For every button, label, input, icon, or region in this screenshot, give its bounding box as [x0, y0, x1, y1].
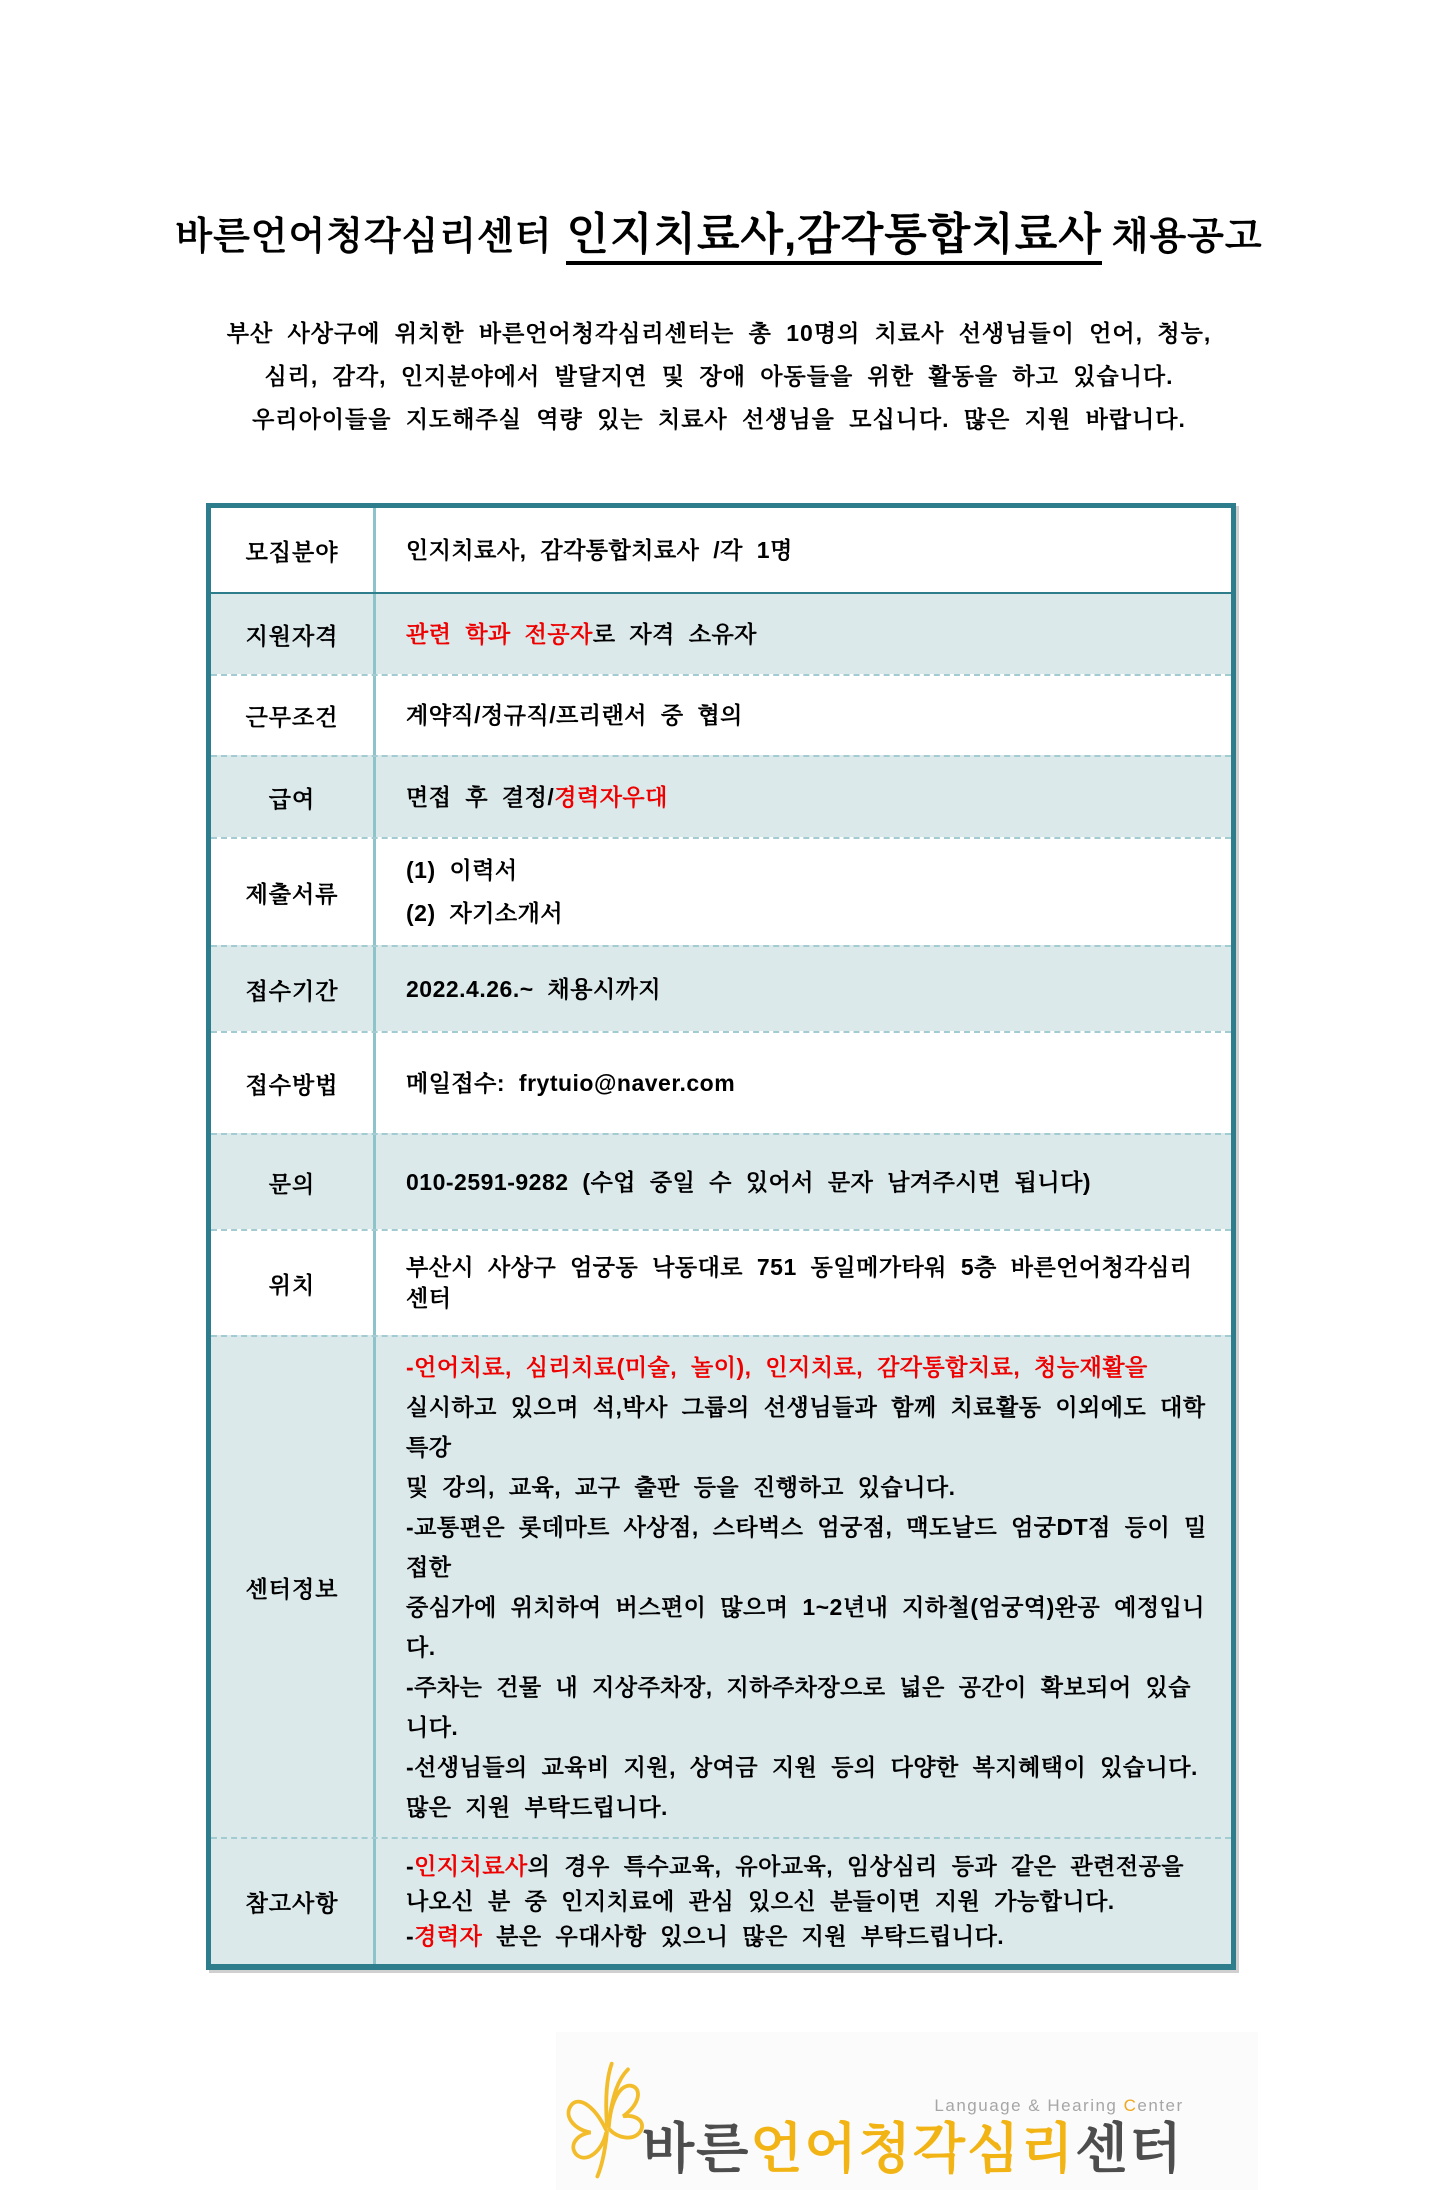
intro-line: 심리, 감각, 인지분야에서 발달지연 및 장애 아동들을 위한 활동을 하고 있습니다. [264, 363, 1174, 389]
value-line [406, 535, 1213, 566]
text-segment: (1) 이력서 [406, 857, 518, 883]
value-line [406, 1919, 1213, 1954]
row-value [373, 508, 1231, 592]
text-segment: 센터 [1075, 2119, 1184, 2179]
value-line [406, 1467, 1213, 1507]
text-segment: 바른 [642, 2119, 751, 2179]
text-segment: 관련 학과 전공자 [406, 620, 593, 647]
row-label: 근무조건 [245, 704, 339, 730]
value-line [406, 1167, 1213, 1198]
table-row [211, 1837, 1231, 1964]
table-row [211, 1031, 1231, 1133]
row-label: 지원자격 [245, 622, 339, 649]
row-label: 제출서류 [245, 880, 339, 907]
text-segment: 계약직/정규직/프리랜서 중 협의 [406, 702, 743, 728]
text-segment: 및 강의, 교육, 교구 출판 등을 진행하고 있습니다. [406, 1474, 956, 1500]
value-line [406, 1849, 1213, 1884]
intro-line: 우리아이들을 지도해주실 역량 있는 치료사 선생님을 모십니다. 많은 지원 바랍니다. [252, 406, 1186, 432]
text-segment: 실시하고 있으며 석,박사 그룹의 선생님들과 함께 치료활동 이외에도 대학 특강 [406, 1394, 1206, 1460]
value-line [406, 974, 1213, 1005]
text-segment: 경력자 [414, 1923, 483, 1949]
text-segment: C [1123, 2096, 1138, 2115]
text-segment: - [406, 1853, 415, 1879]
table-row [211, 837, 1231, 945]
intro-paragraph [0, 312, 1438, 441]
text-segment: -언어치료, 심리치료(미술, 놀이), 인지치료, 감각통합치료, 청능재활을 [406, 1354, 1148, 1380]
logo-wordmark [642, 2120, 1184, 2178]
value-line [406, 1252, 1213, 1314]
text-segment: -선생님들의 교육비 지원, 상여금 지원 등의 다양한 복지혜택이 있습니다. [406, 1754, 1198, 1780]
logo [556, 2032, 1258, 2190]
info-table [206, 503, 1236, 1970]
value-line [406, 700, 1213, 731]
text-segment: 2022.4.26.~ 채용시까지 [406, 975, 662, 1002]
text-segment: 의 경우 특수교육, 유아교육, 임상심리 등과 같은 관련전공을 [527, 1853, 1185, 1879]
text-segment: 언어청각심리 [750, 2119, 1076, 2179]
row-value [373, 1839, 1231, 1964]
table-row [211, 592, 1231, 674]
value-line [406, 619, 1213, 650]
row-label: 접수방법 [245, 1071, 339, 1098]
text-segment: -주차는 건물 내 지상주차장, 지하주차장으로 넓은 공간이 확보되어 있습니다. [406, 1674, 1191, 1740]
text-segment: 중심가에 위치하여 버스편이 많으며 1~2년내 지하철(엄궁역)완공 예정입니다. [406, 1594, 1205, 1660]
row-value [373, 1231, 1231, 1335]
text-segment: 인지치료사 [414, 1853, 528, 1879]
row-value [373, 1135, 1231, 1229]
value-line [406, 1667, 1213, 1747]
row-value [373, 676, 1231, 755]
value-line [406, 782, 1213, 813]
text-segment: - [406, 1923, 415, 1949]
row-value [373, 757, 1231, 837]
text-segment: 경력자우대 [554, 783, 668, 810]
text-segment: enter [1137, 2096, 1184, 2115]
logo-tagline [934, 2096, 1183, 2116]
text-segment: 많은 지원 부탁드립니다. [406, 1794, 668, 1820]
table-row [211, 1335, 1231, 1837]
value-line [406, 849, 1213, 892]
logo-text [642, 2096, 1184, 2186]
text-segment: 나오신 분 중 인지치료에 관심 있으신 분들이면 지원 가능합니다. [406, 1888, 1115, 1914]
table-row [211, 508, 1231, 592]
title-prefix: 바른언어청각심리센터 [175, 216, 553, 258]
text-segment: Language & Hearing [934, 2096, 1124, 2115]
row-label: 참고사항 [245, 1890, 339, 1916]
value-line [406, 1507, 1213, 1587]
row-label: 문의 [268, 1170, 316, 1197]
value-line [406, 1587, 1213, 1667]
text-segment: -교통편은 롯데마트 사상점, 스타벅스 엄궁점, 맥도날드 엄궁DT점 등이 밀접한 [406, 1514, 1207, 1580]
row-value [373, 594, 1231, 674]
title-suffix: 채용공고 [1111, 216, 1263, 258]
row-label: 위치 [268, 1271, 316, 1298]
text-segment: 인지치료사, 감각통합치료사 /각 1명 [406, 536, 793, 563]
row-label: 접수기간 [245, 977, 339, 1004]
table-row [211, 674, 1231, 755]
value-line [406, 1387, 1213, 1467]
value-line [406, 1747, 1213, 1787]
value-line [406, 892, 1213, 935]
table-row [211, 755, 1231, 837]
text-segment: (2) 자기소개서 [406, 900, 564, 926]
page-title [0, 0, 1438, 262]
text-segment: 면접 후 결정/ [406, 783, 555, 810]
text-segment: 부산시 사상구 엄궁동 낙동대로 751 동일메가타워 5층 바른언어청각심리센터 [406, 1254, 1193, 1311]
table-row [211, 1133, 1231, 1229]
text-segment: 메일접수: frytuio@naver.com [406, 1069, 736, 1096]
row-value [373, 947, 1231, 1031]
value-line [406, 1787, 1213, 1827]
table-row [211, 945, 1231, 1031]
text-segment: 010-2591-9282 (수업 중일 수 있어서 문자 남겨주시면 됩니다) [406, 1168, 1091, 1195]
row-label: 급여 [268, 785, 316, 812]
row-label: 모집분야 [245, 538, 339, 565]
row-value [373, 1033, 1231, 1133]
value-line [406, 1347, 1213, 1387]
row-value [373, 1337, 1231, 1837]
table-row [211, 1229, 1231, 1335]
intro-line: 부산 사상구에 위치한 바른언어청각심리센터는 총 10명의 치료사 선생님들이 언어, 청능, [226, 320, 1212, 346]
text-segment: 로 자격 소유자 [592, 620, 757, 647]
value-line [406, 1068, 1213, 1099]
row-value [373, 839, 1231, 945]
butterfly-icon [562, 2036, 648, 2186]
value-line [406, 1884, 1213, 1919]
text-segment: 분은 우대사항 있으니 많은 지원 부탁드립니다. [482, 1923, 1005, 1949]
row-label: 센터정보 [245, 1575, 339, 1602]
title-highlight: 인지치료사,감각통합치료사 [566, 210, 1101, 265]
